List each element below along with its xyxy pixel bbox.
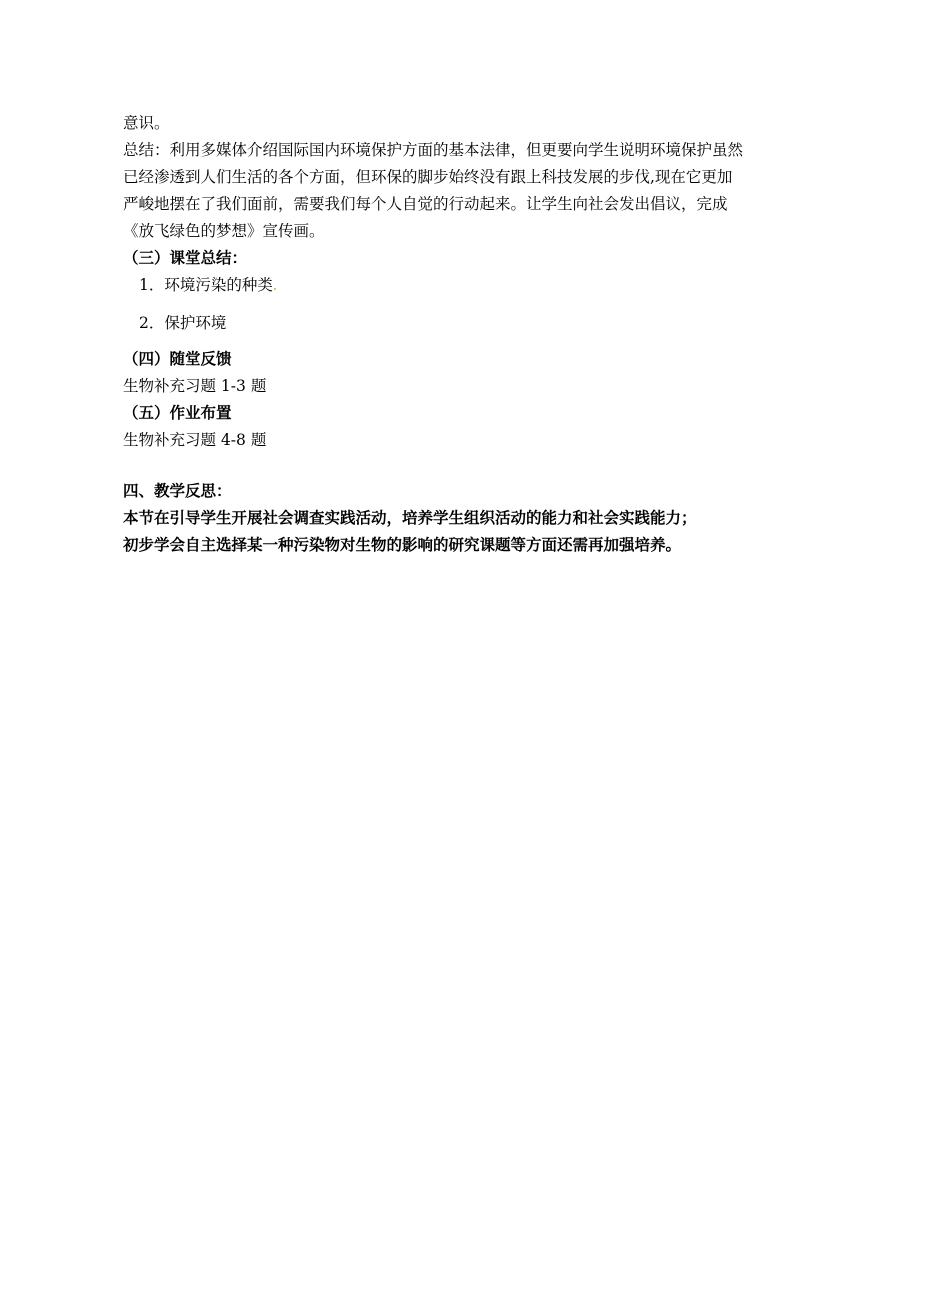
class-summary-heading: （三）课堂总结： [123, 249, 248, 267]
reflection-heading: 四、教学反思： [123, 482, 232, 500]
document-page [123, 110, 855, 559]
reflection-line: 本节在引导学生开展社会调查实践活动，培养学生组织活动的能力和社会实践能力； [123, 509, 697, 527]
feedback-text: 生物补充习题 1-3 题 [123, 377, 267, 395]
summary-paragraph [123, 137, 855, 245]
summary-line: 严峻地摆在了我们面前，需要我们每个人自觉的行动起来。让学生向社会发出倡议，完成 [123, 195, 728, 213]
homework-heading: （五）作业布置 [123, 404, 232, 422]
summary-line: 《放飞绿色的梦想》宣传画。 [123, 222, 325, 240]
reflection-line: 初步学会自主选择某一种污染物对生物的影响的研究课题等方面还需再加强培养。 [123, 536, 682, 554]
list-item [123, 272, 855, 299]
highlight-mark [274, 288, 276, 290]
intro-tail-text: 意识。 [123, 114, 170, 132]
homework-text: 生物补充习题 4-8 题 [123, 431, 267, 449]
class-summary-list [123, 272, 855, 337]
summary-line: 已经渗透到人们生活的各个方面，但环保的脚步始终没有跟上科技发展的步伐,现在它更加 [123, 168, 733, 186]
list-item: 2．保护环境 [139, 314, 227, 332]
summary-line: 总结：利用多媒体介绍国际国内环境保护方面的基本法律，但更要向学生说明环境保护虽然 [123, 141, 744, 159]
feedback-heading: （四）随堂反馈 [123, 350, 232, 368]
list-item-text: 1．环境污染的种类 [139, 276, 273, 294]
